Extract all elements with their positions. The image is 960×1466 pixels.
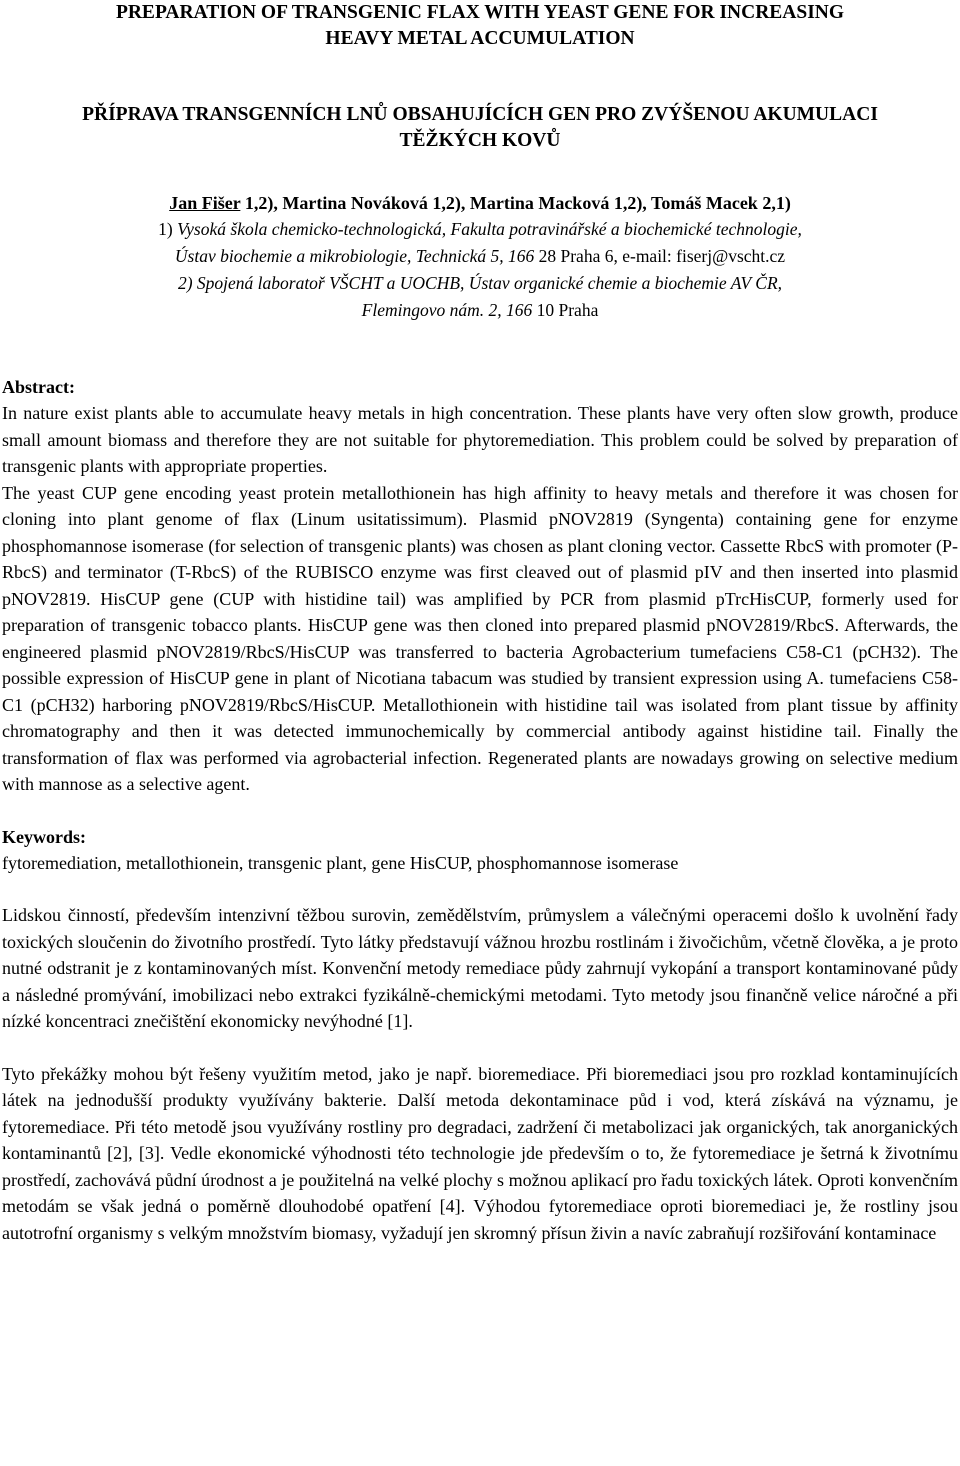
abstract-paragraph-1: In nature exist plants able to accumulate heavy metals in high concentration. These plants have very often slow growth, produce small amount biomass and therefore they are not suitable for phytoremediation. This problem could be solved by preparation of transgenic plants with appropriate properties.	[2, 403, 958, 476]
intro-paragraph-1: Lidskou činností, především intenzivní těžbou surovin, zemědělstvím, průmyslem a válečnými operacemi došlo k uvolnění řady toxických sloučenin do životního prostředí. Tyto látky představují vážnou hrozbu rostlinám i živočichům, včetně člověka, a je proto nutné odstranit je z kontaminovaných míst. Konvenční metody remediace půdy zahrnují vykopání a transport kontaminované půdy a následné promývání, imobilizaci nebo extrakci fyzikálně-chemickými metodami. Tyto metody jsou finančně velice náročné a při nízké koncentraci znečištění ekonomicky nevýhodné [1].	[2, 905, 958, 1031]
affiliation-line-2	[2, 243, 958, 270]
affiliation-number: 1)	[158, 219, 178, 239]
spacer	[2, 876, 958, 902]
title-english-line-2: HEAVY METAL ACCUMULATION	[325, 28, 635, 49]
keywords-text: fytoremediation, metallothionein, transgenic plant, gene HisCUP, phosphomannose isomerase	[2, 852, 679, 873]
corresponding-author: Jan Fišer	[169, 193, 241, 213]
affiliation-contact: 28 Praha 6, e-mail: fiserj@vscht.cz	[534, 246, 786, 266]
affiliation-line-1	[2, 216, 958, 243]
affiliation-city: 10 Praha	[532, 300, 599, 320]
abstract-paragraph-2: The yeast CUP gene encoding yeast protein metallothionein has high affinity to heavy metals and therefore it was chosen for cloning into plant genome of flax (Linum usitatissimum). Plasmid pNOV2819 (Syngenta) containing gene for enzyme phosphomannose isomerase (for selection of transgenic plants) was chosen as plant cloning vector. Cassette RbcS with promoter (P-RbcS) and terminator (T-RbcS) of the RUBISCO enzyme was first cleaved out of plasmid pIV and then inserted into plasmid pNOV2819. HisCUP gene (CUP with histidine tail) was amplified by PCR from plasmid pTrcHisCUP, formerly used for preparation of transgenic tobacco plants. HisCUP gene was then cloned into prepared plasmid pNOV2819/RbcS. Afterwards, the engineered plasmid pNOV2819/RbcS/HisCUP was transferred to bacteria Agrobacterium tumefaciens C58-C1 (pCH32). The possible expression of HisCUP gene in plant of Nicotiana tabacum was studied by transient expression using A. tumefaciens C58-C1 (pCH32) harboring pNOV2819/RbcS/HisCUP. Metallothionein with histidine tail was isolated from plant tissue by affinity chromatography and then it was detected immunochemically by commercial antibody against histidine tail. Finally the transformation of flax was performed via agrobacterial infection. Regenerated plants are nowadays growing on selective medium with mannose as a selective agent.	[2, 482, 958, 794]
affiliations	[2, 216, 958, 324]
title-english-line-1: PREPARATION OF TRANSGENIC FLAX WITH YEAST GENE FOR INCREASING	[115, 2, 845, 23]
title-czech	[2, 102, 958, 154]
keywords-heading: Keywords:	[2, 826, 86, 847]
affiliation-text: Ústav biochemie a mikrobiologie, Technická 5, 166	[174, 246, 535, 266]
title-czech-line-2: TĚŽKÝCH KOVŮ	[399, 130, 561, 151]
affiliation-line-3: 2) Spojená laboratoř VŠCHT a UOCHB, Ústav organické chemie a biochemie AV ČR,	[177, 273, 783, 293]
affiliation-text: Flemingovo nám. 2, 166	[361, 300, 533, 320]
other-authors: 1,2), Martina Nováková 1,2), Martina Macková 1,2), Tomáš Macek 2,1)	[240, 193, 791, 213]
affiliation-line-4	[2, 297, 958, 324]
spacer	[2, 1035, 958, 1061]
intro-paragraph-2: Tyto překážky mohou být řešeny využitím metod, jako je např. bioremediace. Při bioremediaci jsou pro rozklad kontaminujících látek na jednodušší produkty využívány bakterie. Další metoda dekontaminace půd i vod, která získává na významu, je fytoremediace. Při této metodě jsou využívány rostliny pro degradaci, zadržení či metabolizaci jak organických, tak anorganických kontaminantů [2], [3]. Vedle ekonomické výhodnosti této technologie jde především o to, že fytoremediace je šetrná k životnímu prostředí, zachovává půdní úrodnost a je použitelná na velké plochy s možnou aplikací pro řadu toxických látek. Oproti konvenčním metodám se však jedná o poměrně dlouhodobé opatření [4]. Výhodou fytoremediace oproti bioremediaci je, že rostliny jsou autotrofní organismy s velkým množstvím biomasy, vyžadují jen skromný přísun živin a navíc zabraňují rozšiřování kontaminace	[2, 1063, 958, 1243]
title-english	[2, 0, 958, 52]
title-czech-line-1: PŘÍPRAVA TRANSGENNÍCH LNŮ OBSAHUJÍCÍCH GEN PRO ZVÝŠENOU AKUMULACI	[82, 104, 878, 125]
author-list	[2, 190, 958, 216]
abstract-heading: Abstract:	[2, 377, 75, 397]
affiliation-text: Vysoká škola chemicko-technologická, Fakulta potravinářské a biochemické technologie,	[177, 219, 802, 239]
